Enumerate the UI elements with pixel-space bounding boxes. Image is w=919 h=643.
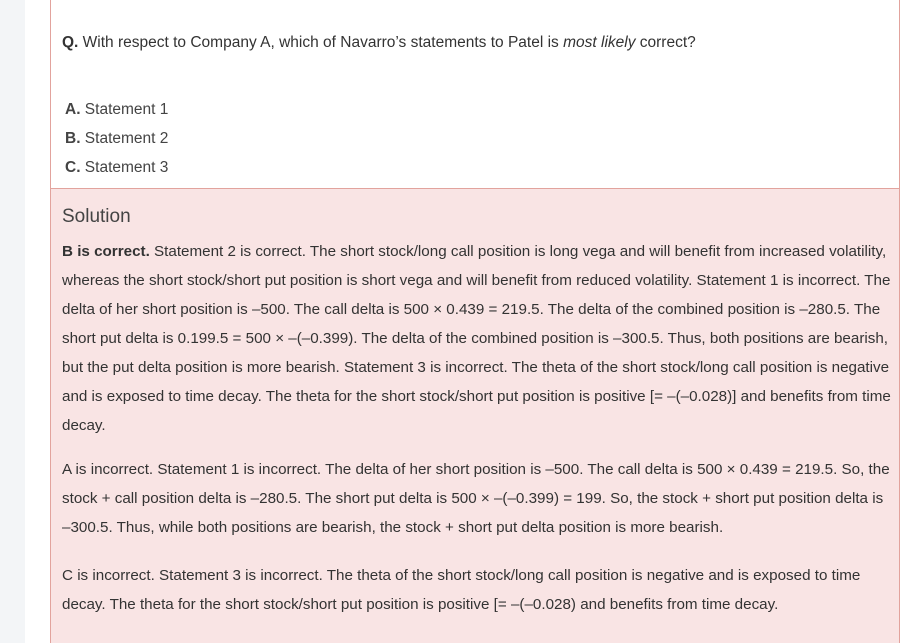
question-text-after: correct? [635,34,696,51]
option-c[interactable] [65,153,168,182]
question-text-before: With respect to Company A, which of Navarro’s statements to Patel is [78,34,564,51]
option-b[interactable] [65,124,168,153]
question-emphasis: most likely [563,34,636,51]
option-c-letter: C. [65,159,81,176]
solution-paragraph-c: C is incorrect. Statement 3 is incorrect. The theta of the short stock/long call position is negative and is exposed to time decay. The theta for the short stock/short put position is positive [= –(–0.028) and benefits from time decay. [62,567,861,613]
solution-title: Solution [62,206,131,227]
option-c-text: Statement 3 [80,159,169,176]
answer-options [65,95,168,182]
question-area [51,0,899,189]
option-b-text: Statement 2 [80,130,169,147]
solution-panel [51,189,899,643]
option-a[interactable] [65,95,168,124]
solution-correct-body: Statement 2 is correct. The short stock/long call position is long vega and will benefit from increased volatility, whereas the short stock/short put position is short vega and will benefit from reduced volatility. Statement 1 is incorrect. The delta of her short position is –500. The call delta is 500 × 0.439 = 219.5. The delta of the combined position is –280.5. The short put delta is 0.199.5 = 500 × –(–0.399). The delta of the combined position is –300.5. Thus, both positions are bearish, but the put delta position is more bearish. Statement 3 is incorrect. The theta of the short stock/long call position is negative and is exposed to time decay. The theta for the short stock/short put position is positive [= –(–0.028)] and benefits from time decay. [62,243,891,434]
question-text [62,33,696,53]
solution-correct-lead: B is correct. [62,243,150,260]
option-a-text: Statement 1 [80,101,169,118]
solution-paragraph-correct [62,237,892,440]
left-gutter [0,0,25,643]
question-card [50,0,900,643]
option-a-letter: A. [65,101,81,118]
option-b-letter: B. [65,130,81,147]
question-label: Q. [62,34,79,51]
solution-paragraph-a: A is incorrect. Statement 1 is incorrect. The delta of her short position is –500. The call delta is 500 × 0.439 = 219.5. So, the stock + call position delta is –280.5. The short put delta is 500 × –(–0.399) = 199. So, the stock + short put position delta is –300.5. Thus, while both positions are bearish, the stock + short put delta position is more bearish. [62,461,890,536]
